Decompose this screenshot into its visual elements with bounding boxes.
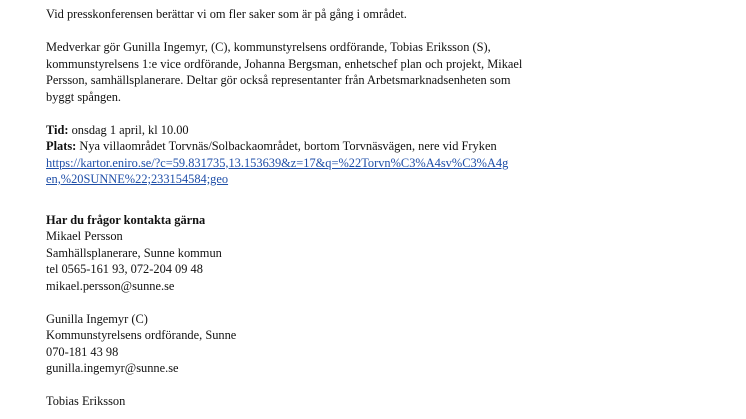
contact-role: Kommunstyrelsens ordförande, Sunne <box>46 328 237 342</box>
document-page <box>46 6 606 410</box>
contact-card <box>46 393 606 410</box>
time-value: onsdag 1 april, kl 10.00 <box>68 122 189 137</box>
map-link-line-1[interactable]: https://kartor.eniro.se/?c=59.831735,13.153639&z=17&q=%22Torvn%C3%A4sv%C3%A4g <box>46 155 509 170</box>
contact-name: Tobias Eriksson <box>46 394 126 408</box>
contact-card <box>46 311 606 377</box>
contact-name: Mikael Persson <box>46 229 123 243</box>
event-time <box>46 122 606 139</box>
contact-email[interactable]: gunilla.ingemyr@sunne.se <box>46 361 179 375</box>
participants-line: Medverkar gör Gunilla Ingemyr, (C), kommunstyrelsens ordförande, Tobias Eriksson (S), <box>46 40 491 54</box>
participants-paragraph <box>46 39 606 105</box>
contact-name: Gunilla Ingemyr (C) <box>46 311 148 326</box>
place-value: Nya villaområdet Torvnäs/Solbackaområdet, bortom Torvnäsvägen, nere vid Fryken <box>76 139 497 153</box>
map-link-line-2[interactable]: en,%20SUNNE%22;233154584;geo <box>46 172 229 186</box>
time-label: Tid: <box>46 122 69 137</box>
contacts-heading: Har du frågor kontakta gärna <box>46 212 206 227</box>
event-place <box>46 138 606 155</box>
contact-card <box>46 228 606 294</box>
contact-email[interactable]: mikael.persson@sunne.se <box>46 278 175 293</box>
place-label: Plats: <box>46 139 77 153</box>
contact-phone: 070-181 43 98 <box>46 344 119 359</box>
contact-role: Samhällsplanerare, Sunne kommun <box>46 245 222 260</box>
event-details <box>46 122 606 188</box>
intro-paragraph: Vid presskonferensen berättar vi om fler saker som är på gång i området. <box>46 7 407 21</box>
participants-line: kommunstyrelsens 1:e vice ordförande, Johanna Bergsman, enhetschef plan och projekt, Mikael <box>46 56 523 71</box>
participants-line: Persson, samhällsplanerare. Deltar gör också representanter från Arbetsmarknadsenheten som <box>46 73 511 87</box>
participants-line: byggt spången. <box>46 89 122 104</box>
contact-phone: tel 0565-161 93, 072-204 09 48 <box>46 262 203 276</box>
